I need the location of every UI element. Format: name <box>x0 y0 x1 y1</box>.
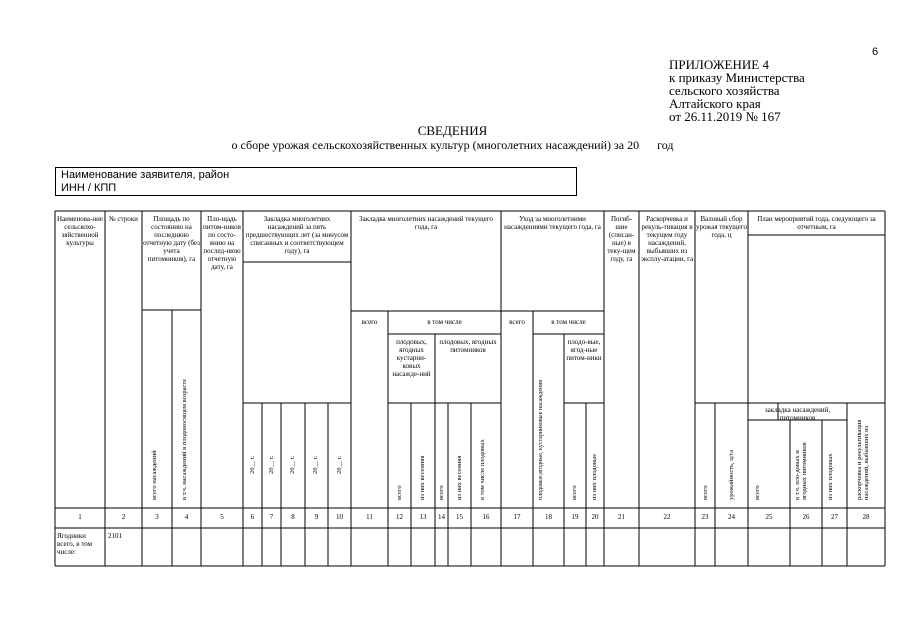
header-area-fruiting: в т.ч. насаждений в плодоносящем возрасте <box>181 378 188 500</box>
col-num: 8 <box>291 513 295 521</box>
header-row-number: № строки <box>109 215 138 223</box>
col-num: 5 <box>220 513 224 521</box>
col-num: 1 <box>78 513 82 521</box>
col-num: 14 <box>438 513 445 521</box>
header-dead: Погиб-шие (списан-ные) в теку-щем году, га <box>607 215 636 263</box>
header-year-5: 20__ г. <box>336 455 343 474</box>
header-crop-name: Наименова-ние сельскохо-зяйственной культуры <box>57 215 103 247</box>
header-nursery-area: Пло-щадь питом-ников по состо-янию на послед-нюю отчетную дату, га <box>203 215 241 271</box>
appendix-line: Алтайского края <box>669 96 761 111</box>
page-number: 6 <box>872 46 879 58</box>
col-num: 4 <box>184 513 189 521</box>
col-num: 23 <box>701 513 709 521</box>
col-num: 28 <box>862 513 870 521</box>
row-code: 2101 <box>108 532 122 540</box>
col-num: 10 <box>336 513 343 521</box>
col-num: 15 <box>456 513 463 521</box>
header-col26: в т.ч. пло-довых и ягодных питомников <box>794 442 808 500</box>
header-care-total: всего <box>509 318 525 326</box>
header-col12: всего <box>396 485 403 500</box>
header-year-3: 20__ г. <box>289 455 296 474</box>
header-col23: всего <box>702 485 709 500</box>
header-col20: из них плодовые <box>591 453 598 500</box>
col-num: 17 <box>513 513 521 521</box>
header-col24: урожайность, ц/га <box>728 449 735 500</box>
header-area-total: всего насаждений <box>151 450 158 500</box>
header-planting-5-years: Закладка многолетних насаждений за пять предшествующих лет (за минусом списанных и соответствующем году), га <box>245 215 349 255</box>
header-gross-harvest: Валовый сбор урожая текущего года, ц <box>696 215 747 239</box>
header-col19: всего <box>571 485 578 500</box>
applicant-name-label: Наименование заявителя, район <box>61 169 230 181</box>
col-num: 20 <box>591 513 599 521</box>
header-plan: План мероприятий года, следующего за отчетным, га <box>757 215 876 231</box>
col-num: 19 <box>571 513 579 521</box>
document-title: СВЕДЕНИЯ <box>417 123 488 138</box>
col-num: 25 <box>765 513 773 521</box>
col-num: 21 <box>618 513 625 521</box>
col-num: 12 <box>396 513 403 521</box>
col-num: 13 <box>419 513 427 521</box>
header-col25: всего <box>754 485 761 500</box>
appendix-line: от 26.11.2019 № 167 <box>669 109 781 124</box>
col-num: 22 <box>663 513 671 521</box>
document-subtitle: о сборе урожая сельскохозяйственных культур (многолетних насаждений) за 20 год <box>231 138 674 152</box>
header-col16: в том числе плодовых <box>479 439 486 500</box>
header-plan-planting: закладка насаждений, питомников <box>764 406 831 422</box>
col-num: 16 <box>482 513 490 521</box>
header-col18: плодовые,ягодные, кустарниковые насаждения <box>538 379 544 500</box>
header-area: Площадь по состоянию на последнюю отчетную дату (без учета питомников), га <box>143 215 200 263</box>
header-col28: раскорчевка и рекультивация насаждений, выбывших из <box>856 419 870 500</box>
applicant-inn-label: ИНН / КПП <box>61 182 117 194</box>
col-num: 3 <box>155 513 159 521</box>
row-crop-name: Ягодники всего, в том числе: <box>57 532 93 556</box>
appendix-line: ПРИЛОЖЕНИЕ 4 <box>669 57 769 72</box>
col-num: 11 <box>366 513 373 521</box>
col-num: 27 <box>831 513 838 521</box>
header-col27: из них плодовых <box>827 453 834 500</box>
header-col14: всего <box>438 485 445 500</box>
col-num: 24 <box>728 513 735 521</box>
col-num: 2 <box>121 513 126 521</box>
header-planting-incl: в том числе <box>427 318 462 326</box>
header-year-2: 20__ г. <box>268 455 275 474</box>
col-num: 18 <box>545 513 552 521</box>
header-planting-current: Закладка многолетних насаждений текущего года, га <box>359 215 493 231</box>
header-care-incl: в том числе <box>551 318 586 326</box>
header-care: Уход за многолетними насаждениями текущего года, га <box>504 215 601 231</box>
header-col15: из них весенняя <box>456 455 463 500</box>
appendix-line: сельского хозяйства <box>669 83 780 98</box>
header-fruit-plantings: плодовых, ягодных кустарни-ковых насажде-ний <box>392 338 431 378</box>
header-care-nurseries: плодо-вые, ягод-ные питом-ники <box>566 338 602 362</box>
header-year-1: 20__ г. <box>249 455 256 474</box>
col-num: 7 <box>269 513 274 521</box>
col-num: 6 <box>250 513 255 521</box>
header-planting-total: всего <box>361 318 378 326</box>
header-fruit-nurseries: плодовых, ягодных питомников <box>439 338 497 354</box>
header-col13: из них весенняя <box>419 455 426 500</box>
header-uprooting: Раскорчевка и рекуль-тивация в текущем году насаждений, выбывших из эксплу-атации, га <box>640 215 694 263</box>
appendix-line: к приказу Министерства <box>669 70 805 85</box>
col-num: 26 <box>802 513 810 521</box>
header-year-4: 20__ г. <box>312 455 319 474</box>
col-num: 9 <box>314 513 319 521</box>
